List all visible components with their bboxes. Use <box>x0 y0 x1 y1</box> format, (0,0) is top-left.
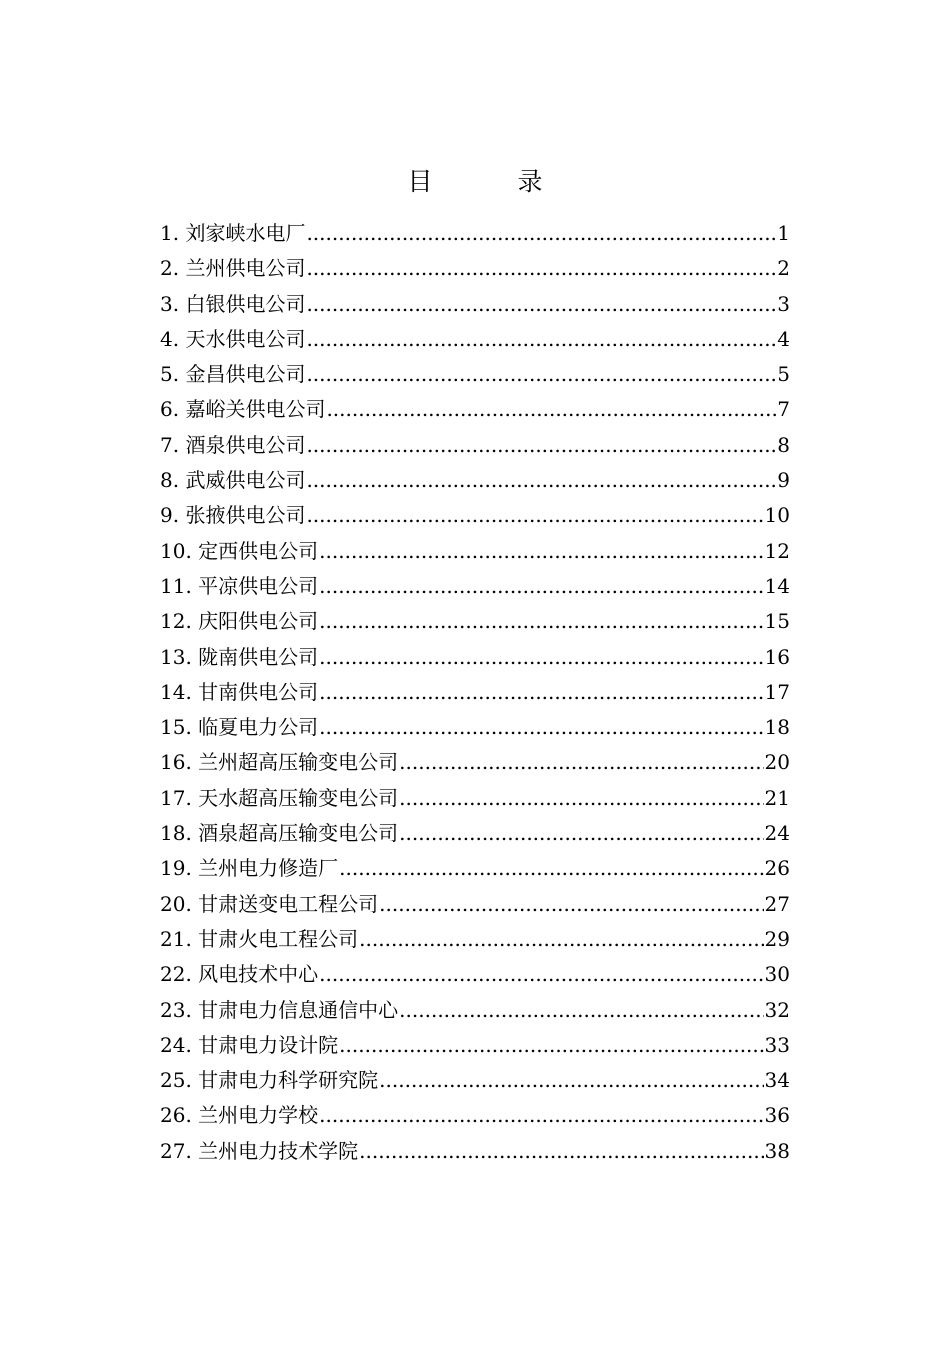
toc-entry[interactable] <box>160 357 790 392</box>
toc-page-number: 14 <box>764 573 790 598</box>
toc-page-number: 38 <box>764 1138 790 1163</box>
toc-page-number: 21 <box>764 785 790 810</box>
toc-dot-leader <box>399 816 763 851</box>
toc-entry-label: 7. 酒泉供电公司 <box>160 432 306 457</box>
toc-entry-label: 25. 甘肃电力科学研究院 <box>160 1068 379 1093</box>
toc-entry[interactable] <box>160 604 790 639</box>
toc-page-number: 9 <box>777 468 790 493</box>
toc-page-number: 4 <box>777 326 790 351</box>
toc-entry[interactable] <box>160 851 790 886</box>
toc-entry[interactable] <box>160 922 790 957</box>
toc-page-number: 1 <box>777 221 790 245</box>
toc-entry[interactable] <box>160 392 790 427</box>
toc-page-number: 16 <box>764 644 790 669</box>
toc-dot-leader <box>319 675 763 710</box>
toc-entry-label: 13. 陇南供电公司 <box>160 644 319 669</box>
toc-entry-label: 1. 刘家峡水电厂 <box>160 221 306 245</box>
toc-entry[interactable] <box>160 322 790 357</box>
toc-entry[interactable] <box>160 251 790 286</box>
toc-entry[interactable] <box>160 287 790 322</box>
toc-entry-label: 14. 甘南供电公司 <box>160 679 319 704</box>
toc-entry-label: 21. 甘肃火电工程公司 <box>160 926 359 951</box>
toc-entry[interactable] <box>160 534 790 569</box>
toc-page-number: 20 <box>764 750 790 775</box>
toc-page-number: 26 <box>764 856 790 881</box>
toc-dot-leader <box>306 498 763 533</box>
toc-entry[interactable] <box>160 887 790 922</box>
toc-entry[interactable] <box>160 1028 790 1063</box>
toc-dot-leader <box>306 357 776 392</box>
toc-entry-label: 20. 甘肃送变电工程公司 <box>160 891 379 916</box>
toc-entry[interactable] <box>160 216 790 251</box>
toc-dot-leader <box>306 463 776 498</box>
toc-entry-label: 8. 武威供电公司 <box>160 468 306 493</box>
table-of-contents <box>160 216 790 1169</box>
toc-page-number: 29 <box>764 926 790 951</box>
toc-entry-label: 12. 庆阳供电公司 <box>160 609 319 634</box>
toc-title: 目 录 <box>407 167 573 196</box>
toc-dot-leader <box>306 287 776 322</box>
toc-page-number: 27 <box>764 891 790 916</box>
toc-dot-leader <box>326 392 776 427</box>
toc-dot-leader <box>399 745 763 780</box>
toc-entry-label: 26. 兰州电力学校 <box>160 1103 319 1128</box>
toc-page-number: 15 <box>764 609 790 634</box>
toc-entry-label: 9. 张掖供电公司 <box>160 503 306 528</box>
toc-entry[interactable] <box>160 675 790 710</box>
toc-entry-label: 19. 兰州电力修造厂 <box>160 856 339 881</box>
toc-dot-leader <box>306 428 776 463</box>
toc-entry[interactable] <box>160 1063 790 1098</box>
toc-dot-leader <box>306 251 776 286</box>
toc-dot-leader <box>319 1098 763 1133</box>
toc-page-number: 3 <box>777 291 790 316</box>
toc-dot-leader <box>319 710 763 745</box>
toc-dot-leader <box>319 957 763 992</box>
toc-entry-label: 16. 兰州超高压输变电公司 <box>160 750 399 775</box>
toc-dot-leader <box>339 851 763 886</box>
toc-entry[interactable] <box>160 816 790 851</box>
toc-entry-label: 10. 定西供电公司 <box>160 538 319 563</box>
toc-entry[interactable] <box>160 428 790 463</box>
toc-dot-leader <box>319 569 763 604</box>
toc-page-number: 36 <box>764 1103 790 1128</box>
toc-entry-label: 17. 天水超高压输变电公司 <box>160 785 399 810</box>
toc-entry[interactable] <box>160 463 790 498</box>
toc-entry-label: 5. 金昌供电公司 <box>160 362 306 387</box>
toc-dot-leader <box>339 1028 763 1063</box>
toc-dot-leader <box>306 216 776 251</box>
toc-page-number: 17 <box>764 679 790 704</box>
toc-page-number: 8 <box>777 432 790 457</box>
toc-entry-label: 18. 酒泉超高压输变电公司 <box>160 821 399 846</box>
toc-entry-label: 6. 嘉峪关供电公司 <box>160 397 326 422</box>
toc-entry[interactable] <box>160 710 790 745</box>
toc-entry[interactable] <box>160 1098 790 1133</box>
toc-entry-label: 11. 平凉供电公司 <box>160 573 319 598</box>
toc-entry[interactable] <box>160 745 790 780</box>
toc-entry-label: 24. 甘肃电力设计院 <box>160 1032 339 1057</box>
toc-page-number: 30 <box>764 962 790 987</box>
toc-page-number: 18 <box>764 715 790 740</box>
toc-entry[interactable] <box>160 993 790 1028</box>
toc-page-number: 24 <box>764 821 790 846</box>
toc-entry[interactable] <box>160 569 790 604</box>
toc-entry[interactable] <box>160 498 790 533</box>
toc-entry-label: 2. 兰州供电公司 <box>160 256 306 281</box>
toc-entry-label: 23. 甘肃电力信息通信中心 <box>160 997 399 1022</box>
toc-dot-leader <box>399 781 763 816</box>
toc-dot-leader <box>399 993 763 1028</box>
toc-dot-leader <box>306 322 776 357</box>
toc-entry[interactable] <box>160 1134 790 1169</box>
toc-dot-leader <box>379 1063 763 1098</box>
toc-entry-label: 27. 兰州电力技术学院 <box>160 1138 359 1163</box>
toc-page-number: 33 <box>764 1032 790 1057</box>
toc-entry[interactable] <box>160 640 790 675</box>
toc-page-number: 34 <box>764 1068 790 1093</box>
toc-dot-leader <box>379 887 763 922</box>
toc-dot-leader <box>359 1134 763 1169</box>
toc-page-number: 32 <box>764 997 790 1022</box>
toc-dot-leader <box>319 534 763 569</box>
toc-entry-label: 4. 天水供电公司 <box>160 326 306 351</box>
toc-entry-label: 15. 临夏电力公司 <box>160 715 319 740</box>
toc-page-number: 2 <box>777 256 790 281</box>
toc-entry-label: 22. 风电技术中心 <box>160 962 319 987</box>
toc-entry[interactable] <box>160 781 790 816</box>
toc-dot-leader <box>319 640 763 675</box>
toc-entry[interactable] <box>160 957 790 992</box>
toc-dot-leader <box>319 604 763 639</box>
toc-page-number: 12 <box>764 538 790 563</box>
toc-entry-label: 3. 白银供电公司 <box>160 291 306 316</box>
toc-page-number: 10 <box>764 503 790 528</box>
toc-dot-leader <box>359 922 763 957</box>
toc-page-number: 7 <box>777 397 790 422</box>
toc-page-number: 5 <box>777 362 790 387</box>
